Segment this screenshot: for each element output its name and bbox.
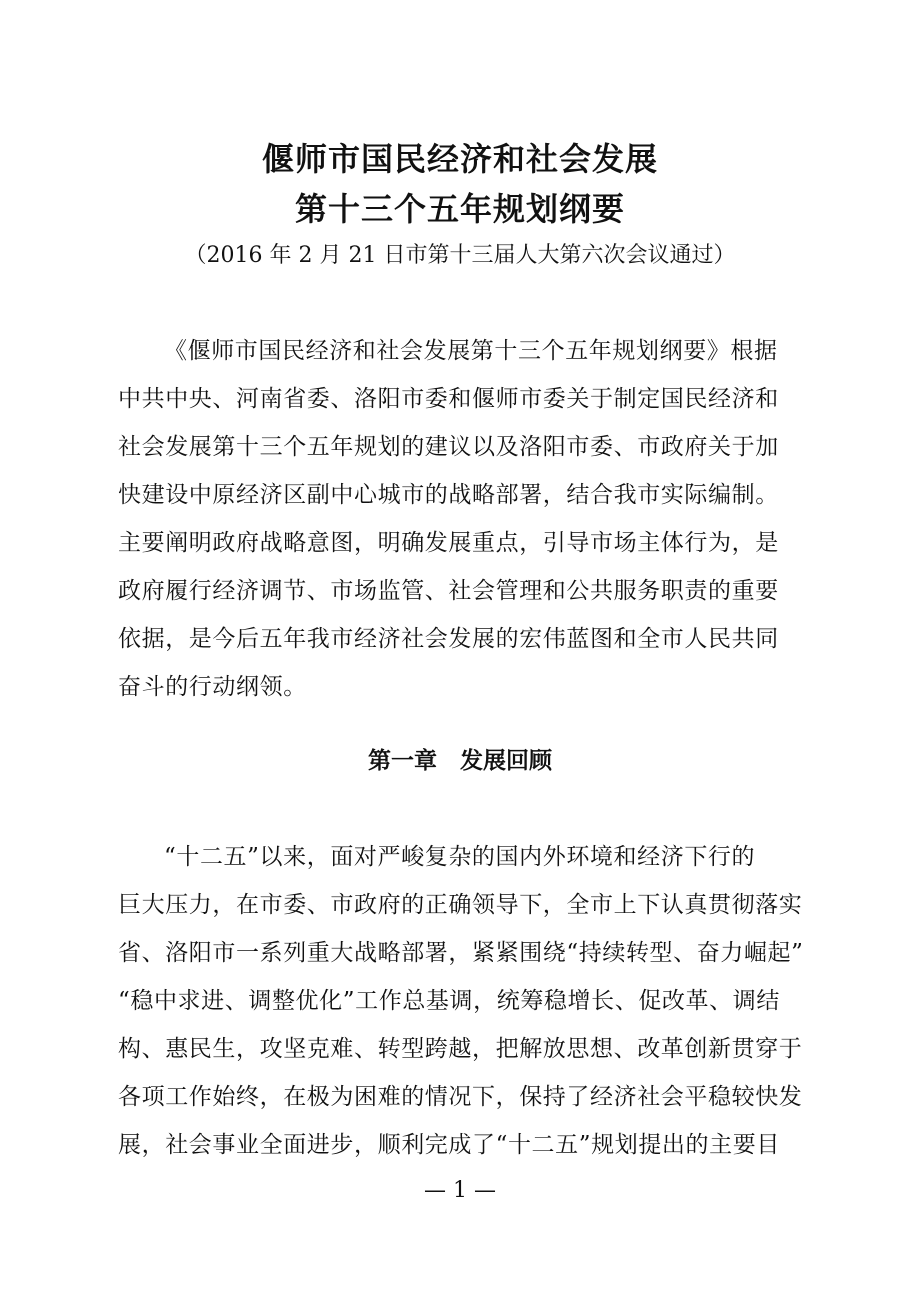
paragraph-line: 各项工作始终，在极为困难的情况下，保持了经济社会平稳较快发 (118, 1084, 803, 1110)
paragraph-line: 中共中央、河南省委、洛阳市委和偃师市委关于制定国民经济和 (118, 386, 779, 412)
paragraph-line: 快建设中原经济区副中心城市的战略部署，结合我市实际编制。 (118, 482, 779, 508)
paragraph-line: 构、惠民生，攻坚克难、转型跨越，把解放思想、改革创新贯穿于 (118, 1036, 803, 1062)
chapter-heading: 第一章 发展回顾 (368, 748, 552, 774)
paragraph-line: 省、洛阳市一系列重大战略部署，紧紧围绕“持续转型、奋力崛起” (118, 940, 804, 966)
paragraph-line: “稳中求进、调整优化”工作总基调，统筹稳增长、促改革、调结 (118, 988, 780, 1014)
page-number: — 1 — (424, 1178, 496, 1203)
paragraph-line: 社会发展第十三个五年规划的建议以及洛阳市委、市政府关于加 (118, 434, 779, 460)
paragraph-line: 主要阐明政府战略意图，明确发展重点，引导市场主体行为，是 (118, 530, 779, 556)
paragraph-line: 奋斗的行动纲领。 (118, 674, 307, 700)
adoption-note: （2016 年 2 月 21 日市第十三届人大第六次会议通过） (184, 243, 736, 268)
paragraph-line: 巨大压力，在市委、市政府的正确领导下，全市上下认真贯彻落实 (118, 892, 803, 918)
paragraph-line: 《偃师市国民经济和社会发展第十三个五年规划纲要》根据 (164, 338, 778, 364)
paragraph-line: 展，社会事业全面进步，顺利完成了“十二五”规划提出的主要目 (118, 1132, 780, 1158)
paragraph-line: 政府履行经济调节、市场监管、社会管理和公共服务职责的重要 (118, 578, 779, 604)
document-title-line-2: 第十三个五年规划纲要 (294, 190, 625, 228)
document-title-line-1: 偃师市国民经济和社会发展 (261, 140, 658, 178)
paragraph-line: “十二五”以来，面对严峻复杂的国内外环境和经济下行的 (164, 844, 756, 870)
paragraph-line: 依据，是今后五年我市经济社会发展的宏伟蓝图和全市人民共同 (118, 626, 779, 652)
